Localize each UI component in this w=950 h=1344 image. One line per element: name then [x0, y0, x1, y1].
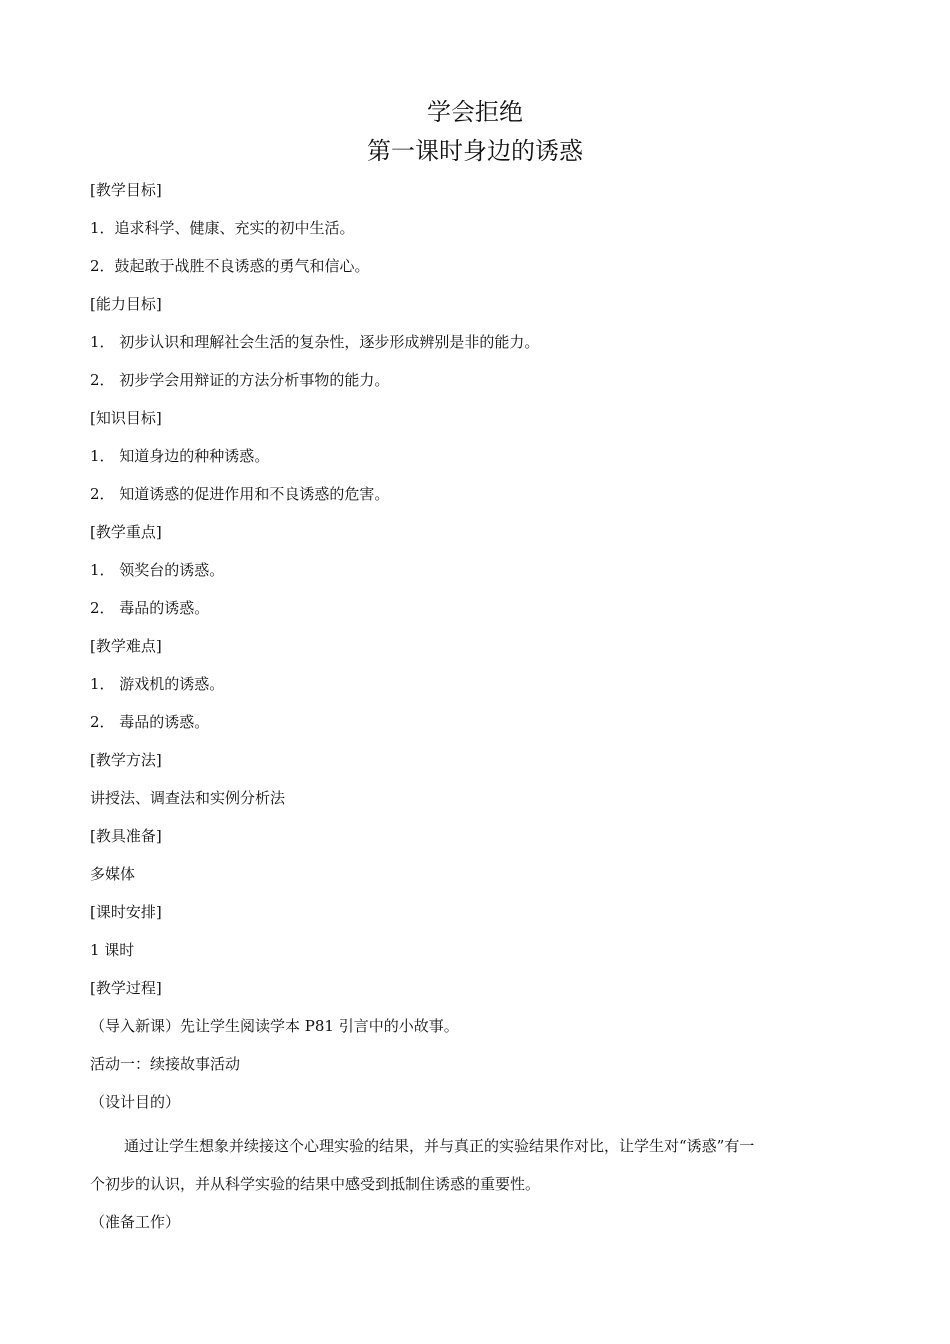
section-heading-key-points: [教学重点] [90, 523, 162, 541]
list-item: 2． 初步学会用辩证的方法分析事物的能力。 [90, 371, 390, 389]
body-text: 多媒体 [90, 865, 136, 883]
list-item: 2． 毒品的诱惑。 [90, 599, 210, 617]
body-text: （导入新课）先让学生阅读学本 P81 引言中的小故事。 [90, 1017, 459, 1035]
body-text: 讲授法、调查法和实例分析法 [90, 789, 286, 807]
paragraph-line: 通过让学生想象并续接这个心理实验的结果，并与真正的实验结果作对比，让学生对“诱惑”有一 [124, 1137, 755, 1155]
subheading-design-purpose: （设计目的） [90, 1093, 181, 1111]
list-item: 2． 毒品的诱惑。 [90, 713, 210, 731]
list-item: 1．追求科学、健康、充实的初中生活。 [90, 219, 355, 237]
document-subtitle: 第一课时身边的诱惑 [367, 137, 583, 165]
document-body [90, 176, 870, 1246]
section-heading-materials: [教具准备] [90, 827, 162, 845]
section-heading-schedule: [课时安排] [90, 903, 162, 921]
body-text: 1 课时 [90, 941, 135, 959]
paragraph-line: 个初步的认识，并从科学实验的结果中感受到抵制住诱惑的重要性。 [90, 1175, 541, 1193]
list-item: 2．鼓起敢于战胜不良诱惑的勇气和信心。 [90, 257, 370, 275]
list-item: 1． 初步认识和理解社会生活的复杂性，逐步形成辨别是非的能力。 [90, 333, 540, 351]
list-item: 2． 知道诱惑的促进作用和不良诱惑的危害。 [90, 485, 390, 503]
section-heading-process: [教学过程] [90, 979, 162, 997]
section-heading-methods: [教学方法] [90, 751, 162, 769]
section-heading-difficulties: [教学难点] [90, 637, 162, 655]
list-item: 1． 领奖台的诱惑。 [90, 561, 225, 579]
activity-heading: 活动一：续接故事活动 [90, 1055, 241, 1073]
document-title: 学会拒绝 [427, 98, 523, 126]
subheading-preparation: （准备工作） [90, 1213, 181, 1231]
section-heading-ability-goals: [能力目标] [90, 295, 162, 313]
section-heading-knowledge-goals: [知识目标] [90, 409, 162, 427]
list-item: 1． 知道身边的种种诱惑。 [90, 447, 270, 465]
list-item: 1． 游戏机的诱惑。 [90, 675, 225, 693]
section-heading-teaching-goals: [教学目标] [90, 181, 162, 199]
